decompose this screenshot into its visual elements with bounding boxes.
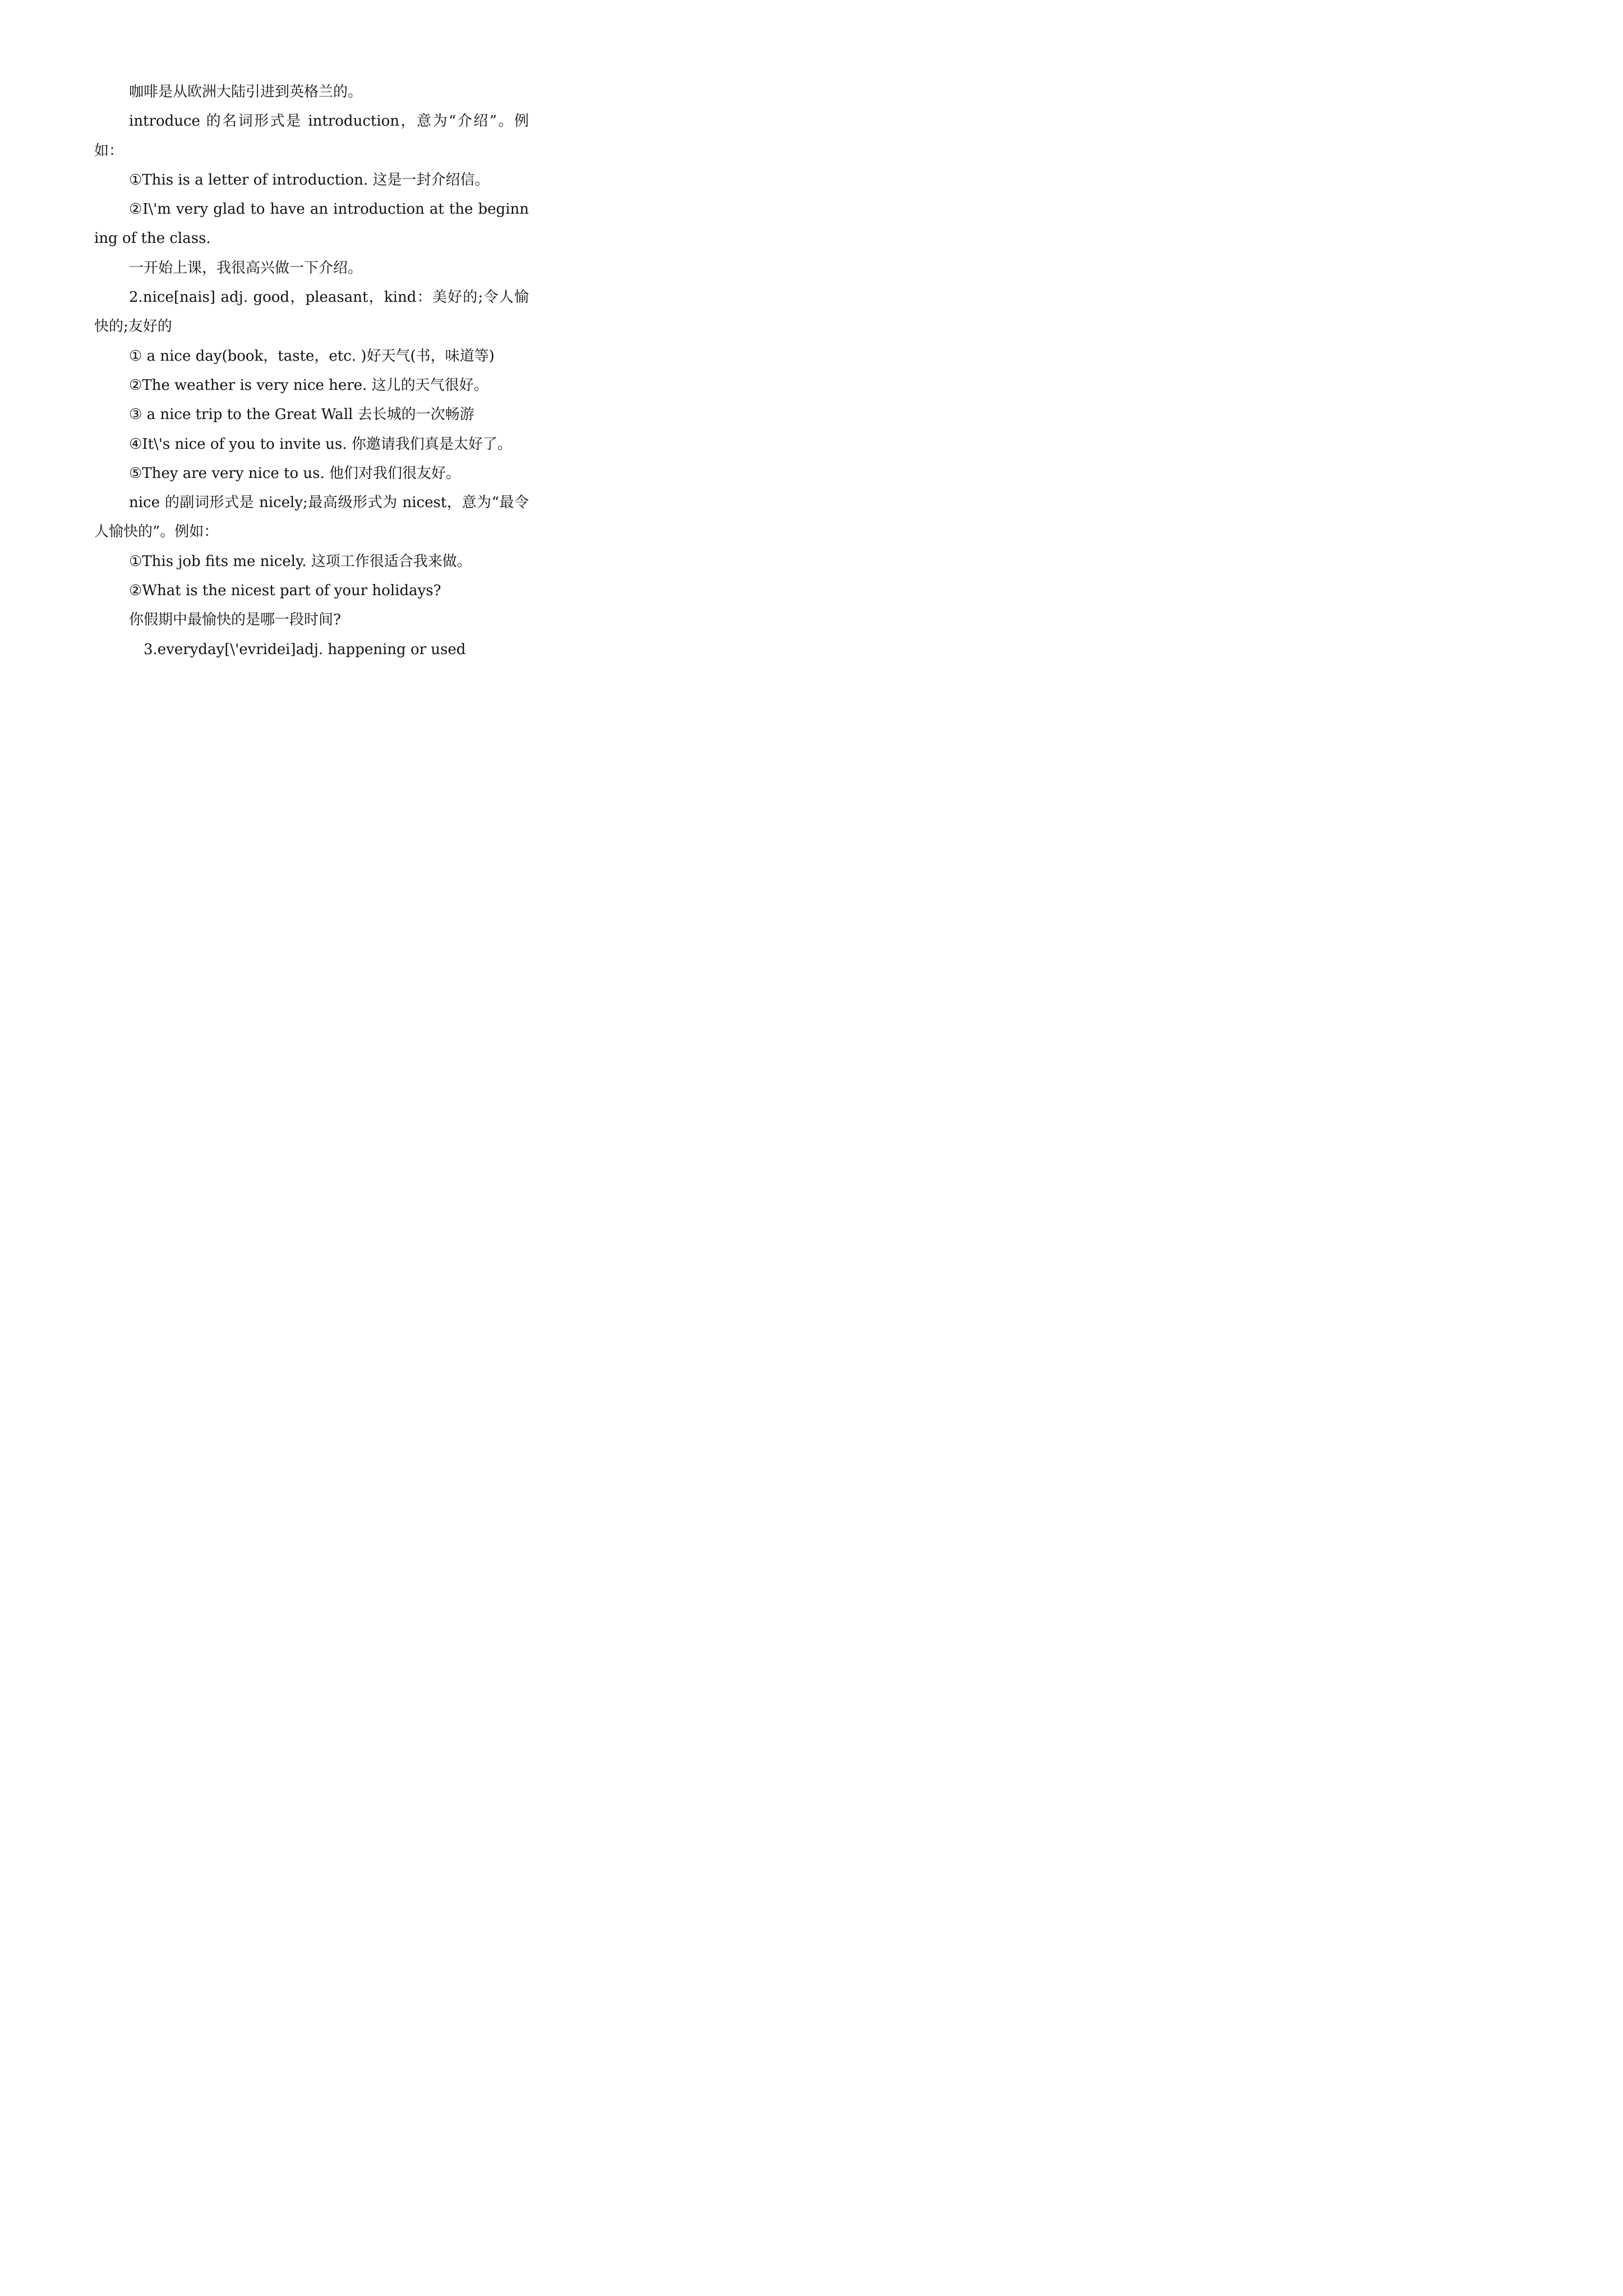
example-great-wall-trip: ③ a nice trip to the Great Wall 去长城的一次畅游 [129,406,474,424]
paragraph-coffee-sentence: 咖啡是从欧洲大陆引进到英格兰的。 [129,84,363,100]
entry-nice-definition: 2.nice[nais] adj. good，pleasant，kind：美好的;令人愉快的;友好的 [94,289,529,335]
document-body [94,77,529,664]
example-nice-day: ① a nice day(book，taste，etc. )好天气(书，味道等) [129,347,495,365]
entry-everyday-definition: 3.everyday[\'evridei]adj. happening or used [144,641,466,658]
document-page [0,0,617,873]
translation-holiday-question: 你假期中最愉快的是哪一段时间? [129,611,341,629]
example-glad-introduction: ②I\'m very glad to have an introduction at the beginning of the class. [94,201,529,247]
example-job-fits-nicely: ①This job fits me nicely. 这项工作很适合我来做。 [129,553,472,570]
example-nicest-part-holidays: ②What is the nicest part of your holidays? [129,582,441,600]
example-nice-to-us: ⑤They are very nice to us. 他们对我们很友好。 [129,464,461,482]
paragraph-introduce-noun-form: introduce 的名词形式是 introduction，意为“介绍”。例如： [94,113,529,159]
example-letter-of-introduction: ①This is a letter of introduction. 这是一封介绍信。 [129,171,490,188]
paragraph-nice-adverb-superlative: nice 的副词形式是 nicely;最高级形式为 nicest，意为“最令人愉快的”。例如： [94,494,529,541]
example-invite-us: ④It\'s nice of you to invite us. 你邀请我们真是太好了。 [129,435,512,453]
translation-class-introduction: 一开始上课，我很高兴做一下介绍。 [129,259,363,277]
example-weather-nice: ②The weather is very nice here. 这儿的天气很好。 [129,376,488,394]
